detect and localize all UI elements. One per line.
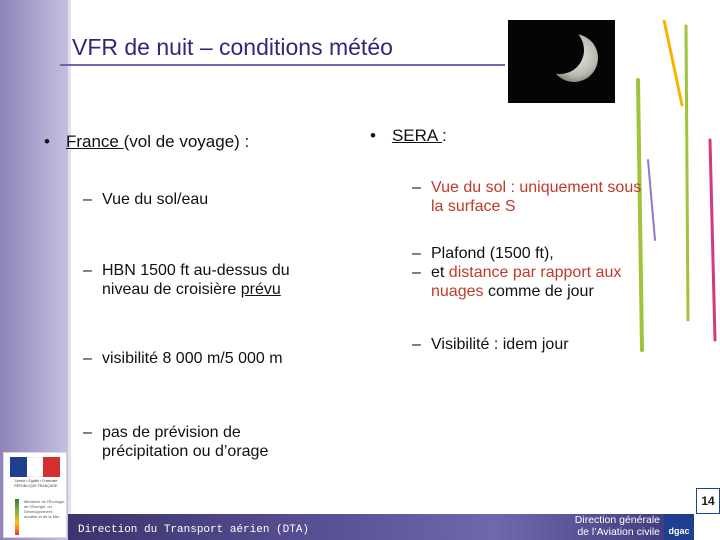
right-item-2 bbox=[412, 244, 672, 301]
logo-republic-text: RÉPUBLIQUE FRANÇAISE bbox=[14, 483, 58, 488]
logo-color-bar bbox=[15, 499, 19, 535]
right-item-1-line1: Vue du sol : uniquement sous bbox=[431, 179, 642, 196]
dash: – bbox=[412, 336, 421, 353]
bullet-dot: • bbox=[370, 126, 376, 145]
marianne-flag-icon bbox=[10, 457, 60, 477]
bullet-sera bbox=[370, 126, 447, 146]
france-qualifier: (vol de voyage) : bbox=[123, 132, 250, 151]
footer-dgac-name bbox=[540, 514, 660, 538]
logo-motto bbox=[8, 479, 64, 488]
left-item-4 bbox=[83, 423, 343, 461]
left-item-1 bbox=[83, 190, 343, 209]
dash: – bbox=[412, 179, 421, 196]
title-underline bbox=[60, 64, 505, 66]
left-item-2-line1: HBN 1500 ft au-dessus du bbox=[102, 262, 290, 279]
right-item-2-line3 bbox=[412, 282, 672, 301]
ministry-logo bbox=[3, 452, 67, 538]
right-item-2-et: et bbox=[431, 264, 449, 281]
footer-department: Direction du Transport aérien (DTA) bbox=[78, 524, 310, 536]
left-item-2 bbox=[83, 261, 343, 299]
france-label: France bbox=[65, 132, 124, 151]
right-item-2-comme: comme de jour bbox=[483, 283, 594, 300]
left-item-4-line2: précipitation ou d’orage bbox=[102, 443, 269, 460]
dash: – bbox=[83, 262, 92, 279]
dgac-logo bbox=[664, 514, 694, 540]
sera-label: SERA bbox=[391, 126, 443, 145]
right-item-1 bbox=[412, 178, 672, 216]
dash: – bbox=[412, 264, 421, 281]
left-item-2-line2 bbox=[83, 280, 343, 299]
left-item-2-line2-text: niveau de croisière bbox=[102, 281, 241, 298]
left-item-3 bbox=[83, 349, 343, 368]
dash: – bbox=[412, 245, 421, 262]
right-item-3-text: Visibilité : idem jour bbox=[431, 336, 569, 353]
moon-image bbox=[508, 20, 615, 103]
bullet-dot: • bbox=[44, 132, 50, 151]
bullet-france bbox=[44, 132, 249, 152]
logo-motto-text: Liberté • Égalité • Fraternité bbox=[14, 479, 58, 483]
right-item-1-line2: la surface S bbox=[431, 198, 516, 215]
right-item-3 bbox=[412, 335, 672, 354]
right-item-2-distance: distance par rapport aux bbox=[448, 264, 622, 281]
logo-ministry-text: Ministère de l’Écologie, de l’Énergie, du Développement durable et de la Mer bbox=[24, 499, 66, 519]
left-band-edge bbox=[68, 0, 71, 540]
dash: – bbox=[83, 424, 92, 441]
footer-dgac-line1: Direction générale bbox=[574, 514, 660, 526]
dash: – bbox=[83, 350, 92, 367]
right-item-2-nuages: nuages bbox=[431, 283, 484, 300]
footer-dgac-line2: de l’Aviation civile bbox=[577, 526, 660, 538]
left-item-3-text: visibilité 8 000 m/5 000 m bbox=[102, 350, 283, 367]
slide-title: VFR de nuit – conditions météo bbox=[72, 34, 393, 60]
page-number: 14 bbox=[696, 488, 720, 514]
dash: – bbox=[83, 191, 92, 208]
left-item-1-text: Vue du sol/eau bbox=[102, 191, 209, 208]
left-item-4-line1: pas de prévision de bbox=[102, 424, 241, 441]
dgac-logo-text: dgac bbox=[668, 526, 690, 536]
right-item-2-line2 bbox=[412, 263, 672, 282]
sera-colon: : bbox=[442, 126, 447, 145]
left-item-2-prevu: prévu bbox=[240, 281, 281, 298]
right-item-2-line1: Plafond (1500 ft), bbox=[431, 245, 554, 262]
right-item-2b bbox=[412, 263, 672, 301]
